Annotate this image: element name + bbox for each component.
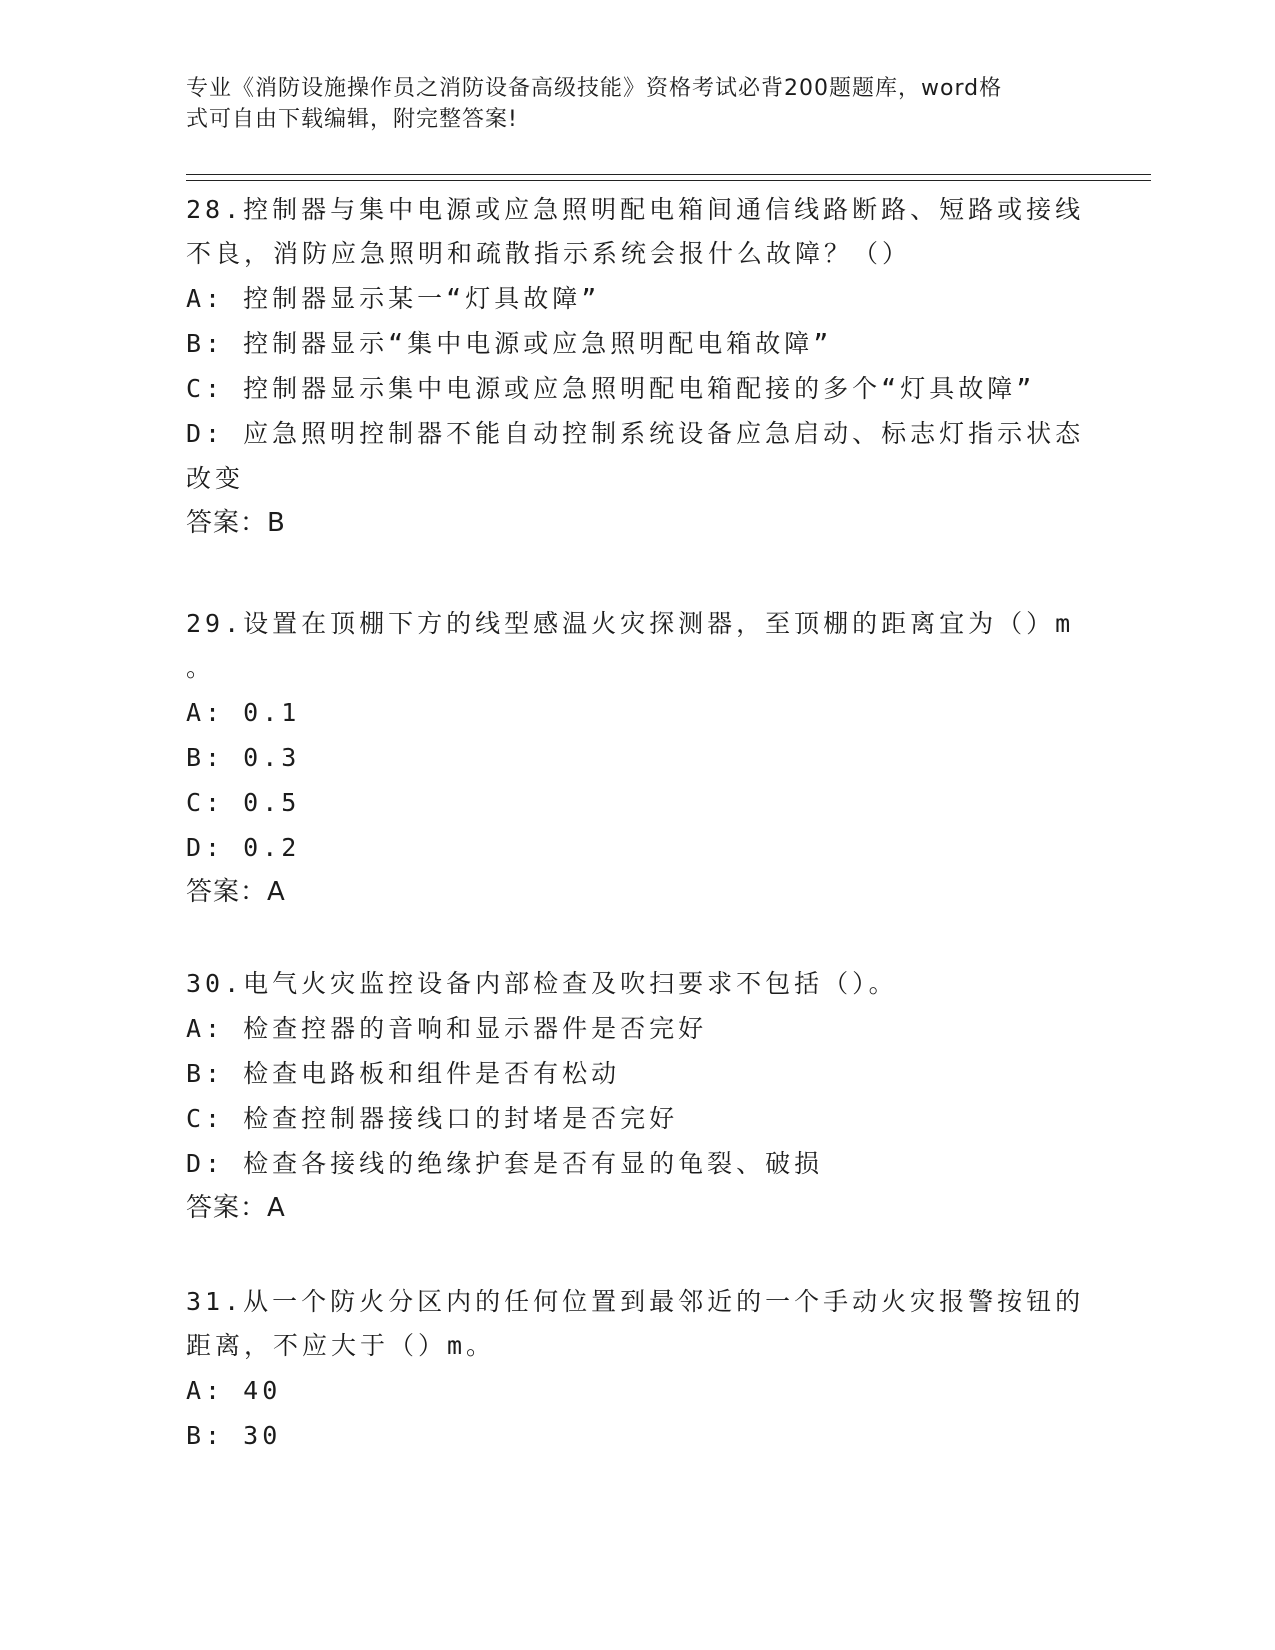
option-a: A: 控制器显示某一“灯具故障”	[186, 284, 601, 313]
option-a: A: 40	[186, 1376, 282, 1405]
header-line-1: 专业《消防设施操作员之消防设备高级技能》资格考试必背200题题库，word格	[186, 76, 1003, 101]
header-divider-bottom	[186, 180, 1151, 181]
option-c: C: 检查控制器接线口的封堵是否完好	[186, 1104, 679, 1133]
question-stem: 31.从一个防火分区内的任何位置到最邻近的一个手动火灾报警按钮的	[186, 1287, 1085, 1316]
question-stem: 。	[186, 653, 216, 682]
question-stem: 28.控制器与集中电源或应急照明配电箱间通信线路断路、短路或接线	[186, 195, 1085, 224]
header-divider-top	[186, 174, 1151, 175]
option-c: C: 控制器显示集中电源或应急照明配电箱配接的多个“灯具故障”	[186, 374, 1036, 403]
option-b: B: 控制器显示“集中电源或应急照明配电箱故障”	[186, 329, 833, 358]
question-stem: 不良，消防应急照明和疏散指示系统会报什么故障？（）	[186, 239, 912, 268]
question-stem: 29.设置在顶棚下方的线型感温火灾探测器，至顶棚的距离宜为（）m	[186, 609, 1075, 638]
option-d: D: 0.2	[186, 833, 301, 862]
question-stem: 30.电气火灾监控设备内部检查及吹扫要求不包括（）。	[186, 969, 898, 998]
option-b: B: 0.3	[186, 743, 301, 772]
option-c: C: 0.5	[186, 788, 301, 817]
document-header	[186, 73, 1066, 135]
question-28	[186, 188, 1086, 546]
option-d-continued: 改变	[186, 464, 245, 493]
option-b: B: 检查电路板和组件是否有松动	[186, 1059, 621, 1088]
question-31	[186, 1280, 1086, 1458]
question-29	[186, 602, 1086, 915]
option-a: A: 检查控器的音响和显示器件是否完好	[186, 1014, 708, 1043]
option-d: D: 检查各接线的绝缘护套是否有显的龟裂、破损	[186, 1149, 824, 1178]
answer-label: 答案：B	[186, 508, 286, 538]
option-a: A: 0.1	[186, 698, 301, 727]
option-b: B: 30	[186, 1421, 282, 1450]
question-stem: 距离，不应大于（）m。	[186, 1331, 496, 1360]
header-line-2: 式可自由下载编辑，附完整答案!	[186, 107, 518, 132]
answer-label: 答案：A	[186, 1193, 286, 1223]
answer-label: 答案：A	[186, 877, 286, 907]
question-30	[186, 962, 1086, 1231]
option-d: D: 应急照明控制器不能自动控制系统设备应急启动、标志灯指示状态	[186, 419, 1085, 448]
